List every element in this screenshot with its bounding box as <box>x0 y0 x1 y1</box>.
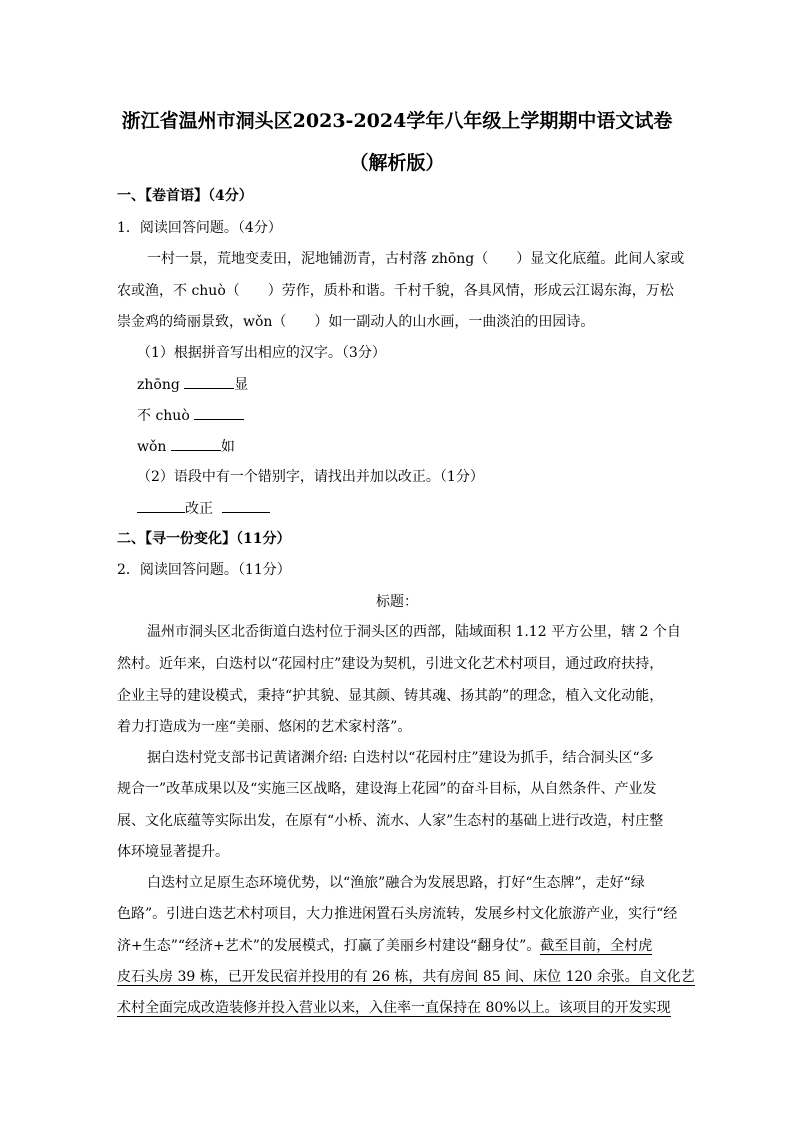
para3-line-4 <box>117 967 695 987</box>
para1-line-2: 然村。近年来，白迭村以“花园村庄”建设为契机，引进文化艺术村项目，通过政府扶持， <box>117 656 664 672</box>
page-title: 浙江省温州市洞头区2023-2024学年八年级上学期期中语文试卷 <box>121 110 673 132</box>
fill-2-prefix: 不 chuò <box>137 408 190 424</box>
para2-line-1: 据白迭村党支部书记黄诸渊介绍: 白迭村以“花园村庄”建设为抓手，结合洞头区“多 <box>147 750 654 766</box>
article-title-label: 标题： <box>376 594 418 610</box>
para3-line-1: 白迭村立足原生态环境优势，以“渔旅”融合为发展思路，打好“生态牌”，走好“绿 <box>147 875 645 891</box>
wrong-char-blank[interactable] <box>137 498 185 513</box>
passage-line-1: 一村一景，荒地变麦田，泥地铺沥青，古村落 zhōng（ ）显文化底蕴。此间人家或 <box>147 251 685 267</box>
para1-line-4: 着力打造成为一座“美丽、悠闲的艺术家村落”。 <box>117 719 412 735</box>
correction-line <box>137 498 270 519</box>
fill-1-prefix: zhōng <box>137 377 180 393</box>
fill-3-prefix: wǒn <box>137 439 167 455</box>
answer-blank-2[interactable] <box>194 405 244 420</box>
para1-line-1: 温州市洞头区北岙街道白迭村位于洞头区的西部，陆域面积 1.12 平方公里，辖 2 个自 <box>147 624 681 640</box>
para3-underlined-2: 术村全面完成改造装修并投入营业以来，入住率一直保持在 80%以上。该项目的开发实现 <box>117 1000 671 1016</box>
sub-question-2: （2）语段中有一个错别字，请找出并加以改正。（1分） <box>137 469 484 485</box>
fill-3-suffix: 如 <box>220 439 235 455</box>
para3-line-5 <box>117 998 671 1018</box>
para2-line-3: 展、文化底蕴等实际出发，在原有“小桥、流水、人家”生态村的基础上进行改造，村庄整 <box>117 813 664 829</box>
para2-line-2: 规合一”改革成果以及“实施三区战略，建设海上花园”的奋斗目标，从自然条件、产业发 <box>117 781 657 797</box>
passage-line-3: 崇金鸡的绮丽景致，wǒn（ ）如一副动人的山水画，一曲淡泊的田园诗。 <box>117 314 595 330</box>
section-1-heading: 一、【卷首语】（4分） <box>117 188 253 204</box>
para3-underlined-1: 皮石头房 39 栋，已开发民宿并投用的有 26 栋，共有房间 85 间、床位 120 余张。自文化艺 <box>117 969 695 985</box>
answer-blank-1[interactable] <box>184 374 234 389</box>
para3-line-3-plain: 济+生态”“经济+艺术”的发展模式，打赢了美丽乡村建设“翻身仗”。 <box>117 938 541 954</box>
correction-label: 改正 <box>185 501 213 517</box>
question-1-stem: 1．阅读回答问题。（4分） <box>117 220 282 236</box>
para1-line-3: 企业主导的建设模式，秉持“护其貌、显其颜、铸其魂、扬其韵”的理念，植入文化动能， <box>117 688 664 704</box>
para3-line-3-underlined: 截至目前，全村虎 <box>540 938 653 954</box>
passage-line-2: 农或渔，不 chuò（ ）劳作，质朴和谐。千村千貌，各具风情，形成云江谒东海，万松 <box>117 283 674 299</box>
fill-blank-zhong <box>137 374 248 395</box>
correct-char-blank[interactable] <box>222 498 270 513</box>
fill-blank-wan <box>137 436 235 457</box>
answer-blank-3[interactable] <box>171 436 221 451</box>
para3-line-2: 色路”。引进白迭艺术村项目，大力推进闲置石头房流转，发展乡村文化旅游产业，实行“经 <box>117 906 678 922</box>
fill-blank-chuo <box>137 405 244 426</box>
sub-question-1: （1）根据拼音写出相应的汉字。（3分） <box>137 345 386 361</box>
page-subtitle: （解析版） <box>349 152 445 174</box>
section-2-heading: 二、【寻一份变化】（11分） <box>117 531 291 547</box>
para2-line-4: 体环境显著提升。 <box>117 844 229 860</box>
fill-1-suffix: 显 <box>234 377 249 393</box>
para3-line-3 <box>117 936 652 956</box>
question-2-stem: 2．阅读回答问题。（11分） <box>117 562 291 578</box>
